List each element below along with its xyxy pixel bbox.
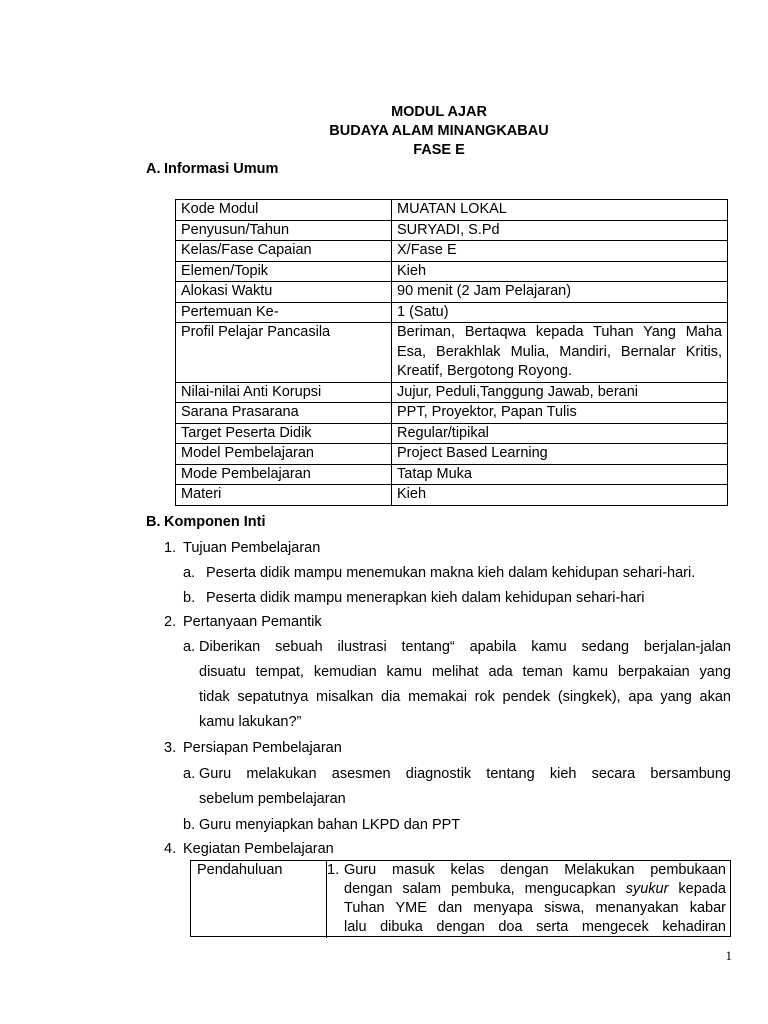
kegiatan-step-line: Guru masuk kelas dengan Melakukan pembukaan	[344, 862, 726, 878]
info-table-row	[176, 282, 728, 303]
info-key-cell: Model Pembelajaran	[176, 444, 392, 465]
kegiatan-stage-cell	[191, 861, 327, 938]
section-a-heading	[146, 160, 278, 179]
info-table-row	[176, 323, 728, 383]
item-2a-line: disuatu tempat, kemudian kamu melihat ada teman kamu berpakaian yang	[199, 664, 731, 680]
info-value-cell: Jujur, Peduli,Tanggung Jawab, berani	[392, 382, 728, 403]
item-2a-line: tidak sepatutnya misalkan dia memakai rok pendek (singkek), apa yang akan	[199, 689, 731, 705]
item-2a-paragraph	[199, 635, 731, 735]
item-2a-line: kamu lakukan?”	[199, 714, 302, 730]
doc-title-line2: BUDAYA ALAM MINANGKABAU	[329, 123, 549, 139]
info-value-cell: X/Fase E	[392, 241, 728, 262]
item-2a-line: Diberikan sebuah ilustrasi tentang“ apabila kamu sedang berjalan-jalan	[199, 639, 731, 655]
info-table-row	[176, 444, 728, 465]
item-3-heading	[164, 739, 342, 758]
item-1b	[183, 589, 644, 608]
info-table-row	[176, 261, 728, 282]
info-table-row	[176, 423, 728, 444]
item-3a-mark: a.	[183, 766, 196, 782]
doc-title-line3: FASE E	[413, 142, 465, 158]
info-value-cell: Beriman, Bertaqwa kepada Tuhan Yang Maha Esa, Berakhlak Mulia, Mandiri, Bernalar Kritis, Kreatif, Bergotong Royong.	[392, 323, 728, 383]
info-value-cell: 90 menit (2 Jam Pelajaran)	[392, 282, 728, 303]
info-key-cell: Pertemuan Ke-	[176, 302, 392, 323]
item-1a	[183, 564, 695, 583]
kegiatan-step-line: dengan salam pembuka, mengucapkan syukur kepada	[344, 881, 726, 897]
item-1-number: 1.	[164, 540, 177, 556]
item-3b-mark: b.	[183, 817, 196, 833]
item-1a-text: Peserta didik mampu menemukan makna kieh dalam kehidupan sehari-hari.	[206, 565, 696, 581]
info-table-row	[176, 403, 728, 424]
item-3a-line: sebelum pembelajaran	[199, 791, 346, 807]
item-4-title: Kegiatan Pembelajaran	[183, 841, 334, 857]
section-b-heading	[146, 513, 266, 532]
info-table-row	[176, 200, 728, 221]
item-1-title: Tujuan Pembelajaran	[183, 540, 321, 556]
info-value-cell: SURYADI, S.Pd	[392, 220, 728, 241]
item-2a-mark: a.	[183, 639, 196, 655]
info-key-cell: Penyusun/Tahun	[176, 220, 392, 241]
info-key-cell: Kelas/Fase Capaian	[176, 241, 392, 262]
item-3-number: 3.	[164, 740, 177, 756]
kegiatan-stage-label: Pendahuluan	[197, 862, 283, 878]
info-value-cell: PPT, Proyektor, Papan Tulis	[392, 403, 728, 424]
kegiatan-step-cell	[327, 861, 730, 938]
kegiatan-step-line: Tuhan YME dan menyapa siswa, menanyakan kabar	[344, 900, 726, 916]
item-4-number: 4.	[164, 841, 177, 857]
info-table-row	[176, 302, 728, 323]
info-table	[175, 199, 728, 506]
item-3-title: Persiapan Pembelajaran	[183, 740, 342, 756]
section-a-letter: A.	[146, 161, 161, 177]
item-3b-text: Guru menyiapkan bahan LKPD dan PPT	[199, 817, 461, 833]
item-1b-mark: b.	[183, 590, 196, 606]
info-value-cell: 1 (Satu)	[392, 302, 728, 323]
item-2-heading	[164, 613, 322, 632]
info-value-cell: Tatap Muka	[392, 464, 728, 485]
info-key-cell: Profil Pelajar Pancasila	[176, 323, 392, 383]
item-2-title: Pertanyaan Pemantik	[183, 614, 322, 630]
item-3a-line: Guru melakukan asesmen diagnostik tentang kieh secara bersambung	[199, 766, 731, 782]
section-b-letter: B.	[146, 514, 161, 530]
info-key-cell: Elemen/Topik	[176, 261, 392, 282]
item-1b-text: Peserta didik mampu menerapkan kieh dalam kehidupan sehari-hari	[206, 590, 645, 606]
doc-title-line1: MODUL AJAR	[391, 104, 487, 120]
info-value-cell: Kieh	[392, 261, 728, 282]
kegiatan-table	[190, 860, 731, 937]
info-key-cell: Kode Modul	[176, 200, 392, 221]
info-table-row	[176, 464, 728, 485]
info-table-row	[176, 241, 728, 262]
info-key-cell: Alokasi Waktu	[176, 282, 392, 303]
kegiatan-table-bottom-border	[190, 936, 731, 937]
item-3a-paragraph	[199, 762, 731, 812]
item-3b	[183, 816, 460, 835]
info-key-cell: Nilai-nilai Anti Korupsi	[176, 382, 392, 403]
kegiatan-step-line: lalu dibuka dengan doa serta mengecek kehadiran	[344, 919, 726, 935]
info-table-row	[176, 382, 728, 403]
info-value-cell: MUATAN LOKAL	[392, 200, 728, 221]
emphasis-syukur: syukur	[625, 881, 669, 897]
info-key-cell: Mode Pembelajaran	[176, 464, 392, 485]
info-value-cell: Regular/tipikal	[392, 423, 728, 444]
info-table-row	[176, 220, 728, 241]
item-4-heading	[164, 840, 334, 859]
info-key-cell: Sarana Prasarana	[176, 403, 392, 424]
item-1a-mark: a.	[183, 565, 196, 581]
section-b-title: Komponen Inti	[164, 514, 266, 530]
info-value-cell: Project Based Learning	[392, 444, 728, 465]
kegiatan-step-number: 1.	[327, 862, 340, 878]
item-1-heading	[164, 539, 320, 558]
info-value-cell: Kieh	[392, 485, 728, 506]
section-a-title: Informasi Umum	[164, 161, 279, 177]
info-key-cell: Target Peserta Didik	[176, 423, 392, 444]
kegiatan-step-text	[344, 861, 726, 937]
info-key-cell: Materi	[176, 485, 392, 506]
page-number: 1	[725, 948, 732, 963]
item-2-number: 2.	[164, 614, 177, 630]
info-table-row	[176, 485, 728, 506]
